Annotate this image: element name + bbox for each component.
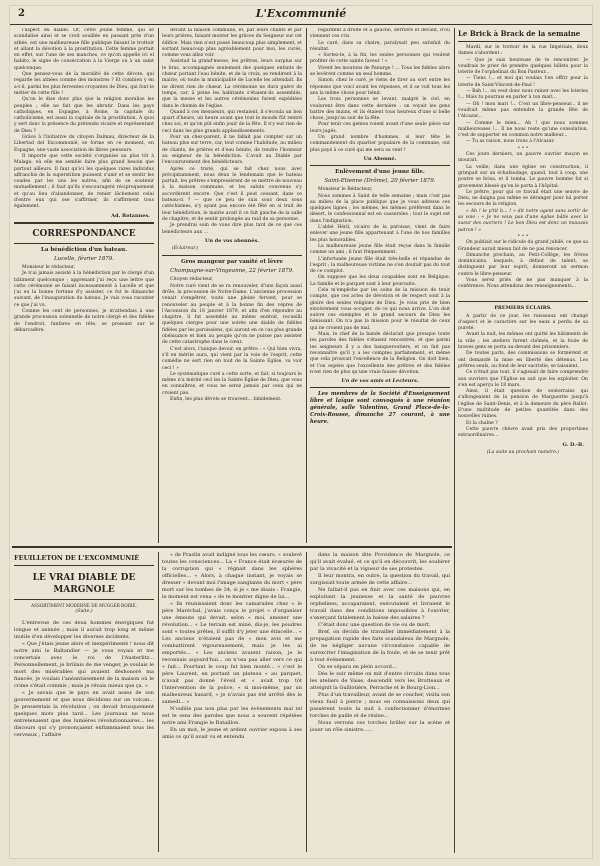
paragraph: En un mot, le jeune et ardent ouvrier exposa à ses amis ce qu'il avait vu et entendu (162, 727, 302, 740)
divider (310, 165, 450, 166)
paragraph: Cette pauvre chèvre avait pris des proportions extraordinaires... (458, 426, 588, 439)
paragraph: L'entrevue de ces deux hommes énergiques fut longue et animée ; mais il aurait trop long et même inutile d'en développer les diverses incidents. (14, 619, 154, 640)
column-rule (306, 28, 307, 543)
paragraph: Je prendrai soin de vous dire plus tard de ce que ces bénédicteurs aux ... (162, 223, 302, 235)
column-2 (162, 28, 302, 548)
divider (458, 41, 588, 42)
paragraph: On suppose que les deux coupables sont en Belgique. La famille et le parquet sont à leur poursuite. (310, 275, 450, 287)
paragraph: Dès le soir même on mit d'entre circuits dans tous les ateliers de Vaise, descendit vers les Brotteaux et atteignit la Guillotière, Perrache et le Bourg-Lion... (310, 671, 450, 691)
column-rule (306, 552, 307, 852)
meeting-notice: Les membres de la Société d'Enseignement libre et laïque sont convoqués à une réunion générale, salle Valentino, Grand Place-de-la-Croix-Rousse, dimanche 27 courant, à une heure. (310, 391, 450, 425)
divider (14, 599, 154, 600)
paragraph: Après ce triste, qui se fait chez nous avec précipitamment, nous deux le lendemain que le bateau partait, les prêtres s'empressèrent de se mettre de nouveau à la maison commune, et les saluts convenus s'y accordèrent encore. Que c'est il peut cessant, dans ce bateau-ci ? — que ce peu de suis sous deux sous catéchismes, n'y ayant pas encore été fêté en si trait de leur bénédiction, le mairie avait il ce fait gauche de la salle de chapitre, et de sentir prolongée au raid de sa personne. (162, 166, 302, 222)
signature: Un Abonné. (363, 155, 397, 162)
column-rule (454, 28, 455, 853)
signoff: Un de vos amis et Lecteurs. (341, 378, 419, 385)
paragraph: Le systématique curé a cette sorte, et fait, si toujours le même n'a mérité ceci les la Sainte Église de Dieu, que vous en connaîtrez, et vous ne serez jamais par ceux qui ne croient pas. (162, 371, 302, 396)
newspaper-title: L'Excommunié (255, 7, 347, 20)
paragraph: C'est alors, l'unique devoir, en prêtre : « Qui bien vivra, s'il en mérite aura, qui vient par la voie de l'esprit, cette comédie ne sert rien en tout de la Sainte Église, va voir ceci ! » (162, 346, 302, 371)
paragraph: Il importe que cette société s'organise au plus tôt à Malaga, où elle me semble faire plus grand besoin que partout ailleurs. Il faut qu'ici les quelques rares individus affranchis de la superstition puissent s'unir et se sentir les coudes par les uns les autres, afin de se soutenir mutuellement ; il faut qu'ils s'encouragent réciproquement et qu'au lieu d'abandonner, de renier lâchement celui d'entre eux qui ose s'affirmer, ils s'affirment tous également. (14, 153, 154, 210)
section-title-correspondance: CORRESPONDANCE (32, 228, 136, 239)
paragraph: Mardi, sur le trottoir de la rue Impériale, deux dames s'abordent : (458, 45, 588, 57)
paragraph: Assistait la grand'messe, les prêtres, leurs surplus sur le bras, accompagnés seulement des quelques enfants de chœur portant l'eau bénite, et de la croix, se rendirent à la mairie, où toute la municipalité de Lucelle les attendait. Ils ne dirent rien de chœur. La cérémonie ne dura guère de temps, car, à peine les habitants s'étaient-ils assemblés, que la messe et les autres cérémonies furent expédiées dans le chemin de l'église. (162, 59, 302, 109)
paragraph: — Tu as raison, nous irons à l'Alcazar. (466, 139, 555, 145)
paragraph: Pour un chez-parent, il ne fallait pas compter sur un bateau plus sur terre, car, tout comme l'habitude, au milieu de chants, de prières et d'eau bénite, de rendre l'honneur au seigneur de la bénédiction. L'avait au Diable par l'encoururement des bénédicteurs. (162, 135, 302, 166)
paragraph: — Oh ! mon mari !... C'est un libre-penseur... il ne voudrait même pas entendre la grande fête de l'Alcazar... (458, 101, 588, 120)
feuilleton-title: LE VRAI DIABLE DE MARGNOLE (32, 573, 136, 595)
paragraph: Plus d'un travailleur, avant de se coucher, visita son vieux fusil à pierre ; nous en connaissons deux qui passèrent toute la nuit à confectionner d'énormes torches de paille et de résine... (310, 692, 450, 719)
article-title: Gros mangeur par vanité et lèvre (181, 259, 283, 266)
paragraph: devant la maison commune, et, par leurs chants et par leurs prières, faisant monter les grâces du Seigneur sur cet édifice. Mais rien n'est passé beaucoup plus simplement, et sortant beaucoup plus agréablement pour moi, les curés, comme vous allez voir. (162, 28, 302, 59)
paragraph: Cela m'empêche par les soins de la mission de tenir compte, que ces actes de dévotion et de respect sont à la gloire des seules religions de Dieu. Je vous prie de bien sincèrement vous occuper, de ce qui nous arrive. L'on doit suivre ces exemples et le grand secours de Dieu les bénissant. On n'a pas la mission pour le résultat de ceux qui ne croient pas de mal. (310, 287, 450, 331)
paragraph: « Sortez-le, à la fin, les seules personnes qui veulent profiter de cette sainte faveur ! » (310, 53, 450, 65)
paragraph: Les trois personnes se levant, malgré le ciel, en voulurent être dans cette dernière : on voyait les gens battre des mains, et ils étaient tous heureux d'une si belle chose, jusqu'au soir de la fête. (310, 97, 450, 122)
paragraph: « Ah ! le p'tit b... ! » dit notre agent sans sortir de sa voie : « Je ne veux pas d'une église bâtie avec la sueur des ouvriers ! Le bon Dieu est donc un mauvais patron ! » (458, 208, 588, 233)
divider (310, 387, 450, 388)
ornament-icon: • • • (517, 145, 529, 151)
paragraph: — Tiens !... et moi qui voulais t'en offrir pour la loterie de Saint-Vincent-de-Paul ! (458, 76, 588, 88)
paragraph: Mais, le chef de la bande déclarait que presque toute les paroles des fidèles s'étaient rencontrés, et que parmi les seigneurs il y a des banqueroutiers, et on fait pas reconnaître qu'il y a les comptes parfaitement, et même que cela prouvait l'excellence de la Religion. On doit bien, et l'on espère que l'excellente des prêtres et des fidèles n'est rien de plus qu'une vraie fausse dévotion. (310, 332, 450, 375)
dateline: Saint-Etienne (Drôme), 20 février 1879. (324, 178, 436, 185)
paragraph: Nous sommes à Saint de telle semaine ; mais c'est pas au milieu de la place publique que je vous adresse ces quelques lignes ; les mêmes, les mêmes préfèrent dans le désert, le confessionnal est en casseroles ; tout le sujet est dans l'indignation. (310, 193, 450, 224)
column-1 (14, 28, 154, 548)
paragraph: Vous serez priés de ne pas manquer à la conférence. Nous attendons des renseignements... (458, 277, 588, 290)
feuilleton-top-rule (12, 546, 452, 548)
paragraph: A partir de ce jour, les ruisseaux ont changé d'aspect et le caractère sur les eaux a perdu de sa pureté. (458, 313, 588, 332)
paragraph: Quand à ces messieurs, qui restaient, il s'écoula un bon quart d'heure, un heure avant que tout le monde fût rentré chez soi, et qu'on pût enfin jouir de la fête. Il n'y eut rien de ceci dans les plus grands applaudissements. (162, 109, 302, 134)
section-title-brick-a-brack: Le Brick à Brack de la semaine (458, 29, 581, 38)
paragraph: L'infortunée jeune fille était très-belle et répandue de l'esprit ; la malheureuse victime ne s'en doutait pas du tout de ce complot. (310, 256, 450, 275)
paragraph: N'oublie pas non plus par les évènements mal tel est le sens des paroles que nous a souvent répétées notre ami Frangie le Bataillon. (162, 706, 302, 726)
signoff: Un de vos abonnés. (204, 237, 260, 244)
salutation: Monsieur le Rédacteur, (318, 187, 373, 193)
paragraph: regardent à droite et à gauche, derrière et devant, d'où viennent ces cris. (310, 28, 450, 40)
column-3 (310, 28, 450, 548)
paragraph: Ainsi, il était question de souterrains qui s'allongeaient de la pension de Marguerite jusqu'à l'église de Saint-Denis, et à la demeure du père Ballot. D'une multitude de petites quantités dans des nouvelles ruines. (458, 389, 588, 420)
salutation: Citoyen rédacteur, (170, 277, 214, 283)
divider (458, 301, 588, 302)
paragraph: Le curé, dans sa chaire, paralysait peu satisfait du résultat. (310, 40, 450, 52)
paragraph: Vivent les moutons de Panurge ! ... Tous les fidèles alors se levèrent comme un seul homme. (310, 65, 450, 78)
feuilleton-subtitle: ASSORTIMENT MODERNE DE MUGGER BOIRE. (31, 603, 137, 608)
paragraph: Nous verrons ces torches briller sur la scène et jouer un rôle sinistre...... (310, 720, 450, 733)
feuilleton-column-3 (310, 552, 450, 852)
paragraph: — Bah !... on veut donc nous ruiner avec les loteries !... Mais tu pourrais en parler à ton mari... (458, 89, 588, 101)
paragraph: l'aspect du diable. Or, cette jeune femme, qui se scandalise ainsi et se croit souillée en passant près d'un athée, est une malheureuse fille publique faisant le trottoir et allant la dévotion à la prostitution. Cette femme portait en effet, sur l'une de ses manches, ce qu'on appelle ici el habito, le signe de consécration à la Vierge ou à un saint quelconque. (14, 28, 154, 71)
feuilleton-header: FEUILLETON DE L'EXCOMMUNIÉ (14, 554, 140, 562)
paragraph: La malheureuse jeune fille était reçue dans la famille comme un ami ; il faut fréquemment. (310, 243, 450, 256)
paragraph: De toutes parts, des commissions se formèrent et ont demandé la mise en liberté des détenus. Les prêtres seuls, au fond de leur sacristie, se taisaient. (458, 351, 588, 369)
divider (162, 255, 302, 256)
paragraph: Bref, on décida de travailler immédiatement à la propagation rapide des faits scandaleux de Margnole, de ne négliger aucune circonstance capable de surexciter l'imagination de la foule, et de se tenir prêt à tout événement. (310, 629, 450, 663)
source: (Éclaireur.) (172, 246, 199, 252)
article-title: La bénédiction d'un bateau. (40, 246, 128, 253)
paragraph: Qu'on le dise donc plus que la religion moralise les peuples ; elle ne fait que les abrutir. Dans les pays catholiques, en Espagne, à Rome, la capitale du catholicisme, est aussi la capitale de la prostitution. A quoi y sert donc la présence du prétendu vicaire et représentant de Dieu ? (14, 97, 154, 134)
salutation: Monsieur le rédacteur, (22, 264, 76, 270)
page-number: 2 (18, 8, 25, 19)
paragraph: L'abbé Héril, vicaire de la paroisse, vient de faire enlever une jeune fille appartenant à l'une de nos familles les plus honorables. (310, 225, 450, 243)
paragraph: — Que je suis heureuse de te rencontrer. Je voudrais te prier de prendre quelques billets pour la loterie de l'orphelinat du Bon Pasteur... (458, 57, 588, 76)
paragraph: Ne fallait-il pas en finir avec ces maisons qui, en exploitant la jeunesse et la santé de pauvres orphelines, accaparaient, exécutaient et livraient le travail dans des conditions impossibles à l'ouvrier, s'exerçant fatalement la baisse des salaires ? (310, 587, 450, 621)
paragraph: — Comme le mien... Ah ! que nous sommes malheureuses !... Il ne nous reste qu'une consolation, c'est de supporter en commun notre malheur... (458, 120, 588, 139)
column-4 (458, 28, 588, 854)
paragraph: « Je savais que le pays en avait assez de son gouvernement et que nous décidions sur un volcan... Je pressentais la révolution ; on devait brusquement quelques mots plus tard... Les journaux ne nous entretenaient que des lumières révolutionnaires... les discours qui s'y prononçaient enflammaient tous les cerveaux ; l'affaire (14, 689, 154, 738)
paragraph: La veille, dans une église en construction, il grimpait sur un échafaudage, quand, tout à coup, une poutre se brisa, et il tomba. Le pauvre homme fut si gravement blessé qu'on le porta à l'hôpital. (458, 164, 588, 189)
paragraph: Je n'ai jamais assisté à la bénédiction par le clergé d'un bâtiment quelconque ; apprenant j'ai reçu une lettre que cette cérémonie se faisait incessamment à Lucelle et que j'ai eu la bonne fortune d'y assister, ce fut le dimanche suivant, de l'inauguration du bateau. Je vais vous raconter ce que j'ai vu. (14, 271, 154, 308)
column-rule (158, 552, 159, 852)
paragraph: Le prêtre, pour qui ce travail était une œuvre de Dieu, ne daigna pas même se déranger pour lui porter les secours de la religion. (458, 189, 588, 208)
paragraph: Et la chaîne ? (466, 420, 498, 426)
paragraph: Il leur montra, en outre, la question du travail, qui surgissait toute armée de cette affaire... (310, 573, 450, 586)
feuilleton-column-1 (14, 552, 154, 852)
paragraph: Notre curé vient de se ra renouveler, d'une façon aussi drôle, la procession de Notre-Dame. L'ancienne procession venait s'empêtrer, toute une pleine fervent, pour se renouveler au peuple et à la bonne fin des vépres de l'Ascension du 18 janvier 1879, et afin d'en répondre au chapitre, il fut assemblé au même endroit, recueilli quelques cierges pour une soirée une diable de fidèles fidèles par les paroissiens, qui auront en ce cas plus grande obéissance et bien au peuple qu'on ne puisse pas assister de cette catastrophe dans le cœur. (162, 283, 302, 346)
paragraph: Ces jours derniers, un pauvre ouvrier maçon se mourait. (458, 152, 588, 164)
column-rule (158, 28, 159, 543)
paragraph: Ce n'était pas tout, il s'agissait de faire comprendre aux ouvriers que l'Église ne sait que les exploiter. On s'en est aperçu le 18 mars. (458, 370, 588, 388)
paragraph: Enfin, les plus dévots se trouvent... timidement. (170, 397, 282, 403)
paragraph: Que pensez-vous de la moralité de cette dévote, qui regarde les athées comme des monstres ? Et combien y en a-t-il, parmi les plus ferventes croyantes de Dieu, qui font le métier de cette fille ! (14, 72, 154, 96)
divider (14, 243, 154, 244)
paragraph: Dimanche prochain, au Petit-Collège, les frères dominicains, lesquels, à défaut de talent, se distinguent par leur esprit, donneront un sermon contre le libre-penseur. (458, 252, 588, 277)
paragraph: Un grand nombre d'hommes, si leur tête le commandement du quartier populaire de la commune, ont plus payé à ce curé qui me sera su vent ! (310, 135, 450, 153)
newspaper-page (10, 6, 592, 858)
chapter-title: PREMIERS ÉCLAIRS. (494, 304, 552, 311)
paragraph: dans la maison dite Providence de Margnole, ce qu'il avait évalué, et ce qu'il en découvrit, les soubirer par la vivacité et la vigueur de ses protestes. (310, 552, 450, 572)
article-title: Enlèvement d'une jeune fille. (335, 169, 425, 176)
paragraph: « de Praslin avait indigné tous les cœurs, « soulevé toutes les consciences... La « France était écœurée de la corruption qui « régnait dans les sphères officielles... « Alors, à chaque instant, je voyais se dresser « devant moi l'image sanglante du mort « père mort sur les tombes de 34, si je « me disais : Frangie, le moment est venu « de te montrer digne de lui... (162, 552, 302, 600)
paragraph: Simon, chez le curé, je viens de tirer au sort entre les réponses que voici avant les réponses, et il se voit tous les ans la même chose pour bénir. (310, 78, 450, 96)
masthead (10, 6, 592, 25)
ornament-icon: • • • (517, 233, 529, 239)
dateline: Lucelle, février 1879. (54, 255, 114, 262)
dateline: Champagne-sur-Vingeanne, 22 février 1879. (170, 268, 294, 275)
continued-notice: (La suite au prochain numéro.) (486, 449, 560, 455)
feuilleton-column-2 (162, 552, 302, 852)
paragraph: Comme les cent de personnes, je m'attendais à une grande procession solennelle de notre clergé et des fidèles de l'endroit, fanfares en tête, se pressant sur le débarcadère. (14, 308, 154, 333)
paragraph: Pour tenir ces gentes voient avant d'une seule pièce sur leurs jugés. (310, 122, 450, 134)
divider (14, 222, 154, 224)
paragraph: Avant la nuit, les mêmes ont quitté les bâtiments de la ville ; les ateliers furent chômés, et la foule de braves gens se porta au-devant des prisonniers. (458, 332, 588, 351)
paragraph: Grâce à l'initiative du citoyen Dalmau, directeur de la Libertad del Excommunié, se forme en ce moment, en Espagne, une vaste association de libres penseurs. (14, 135, 154, 153)
paragraph: « Ils réunissaient donc les camarades chez « le père Maréchal, j'avais conçu le projet « d'organiser une émeute qui devait, selon « moi, amener une révolution... « Le terrain est miné, dis-je, les poudres sont « toutes prêtes, il suffit d'y jeter une étincelle... « Les anciens n'étaient pas de « mon avis et me combattirent vigoureusement, mais je les ai emportés... « Les anciens avaient raison, je le reconnais aujourd'hui... on n'osa pas aller vers ce qui « fait... Pourtant le coup fut bien monté... « c'est le père Laurent, en portant un plateau « au parquet, n'avait pas donné l'éveil et « avait trop tôt l'intervention de la police, « si moi-même, par un malheureux hasard, « je n'avais pas été arrêté dès le samedi... » (162, 601, 302, 705)
feuilleton-part: (Suite.) (75, 609, 93, 615)
paragraph: « Que j'étais jeune alors et inexpérimenté ! nous dit notre ami le Baltandier — je vous voyais et me concertais avec le roi de l'Austerlitz... Personnellement, je brûlais de me venger, je voulais le mort des misérables qui avaient déshonoré ma fiancée, je voulais l'anéantissement de la maison où le crime s'était commis ; mais je révais mieux que ça. » (14, 640, 154, 689)
signature: Ad. Rotannes. (111, 212, 150, 219)
paragraph: On se sépara en plein accord... (318, 664, 397, 670)
signature: G. D.-B. (562, 441, 584, 448)
paragraph: C'était donc une question de vie ou de mort. (318, 622, 431, 628)
divider (14, 565, 154, 566)
paragraph: On publiait sur le ridicule du grand jubilé, ce que sa Grandeur aurait mieux fait de ne pas renoncer. (458, 240, 588, 252)
